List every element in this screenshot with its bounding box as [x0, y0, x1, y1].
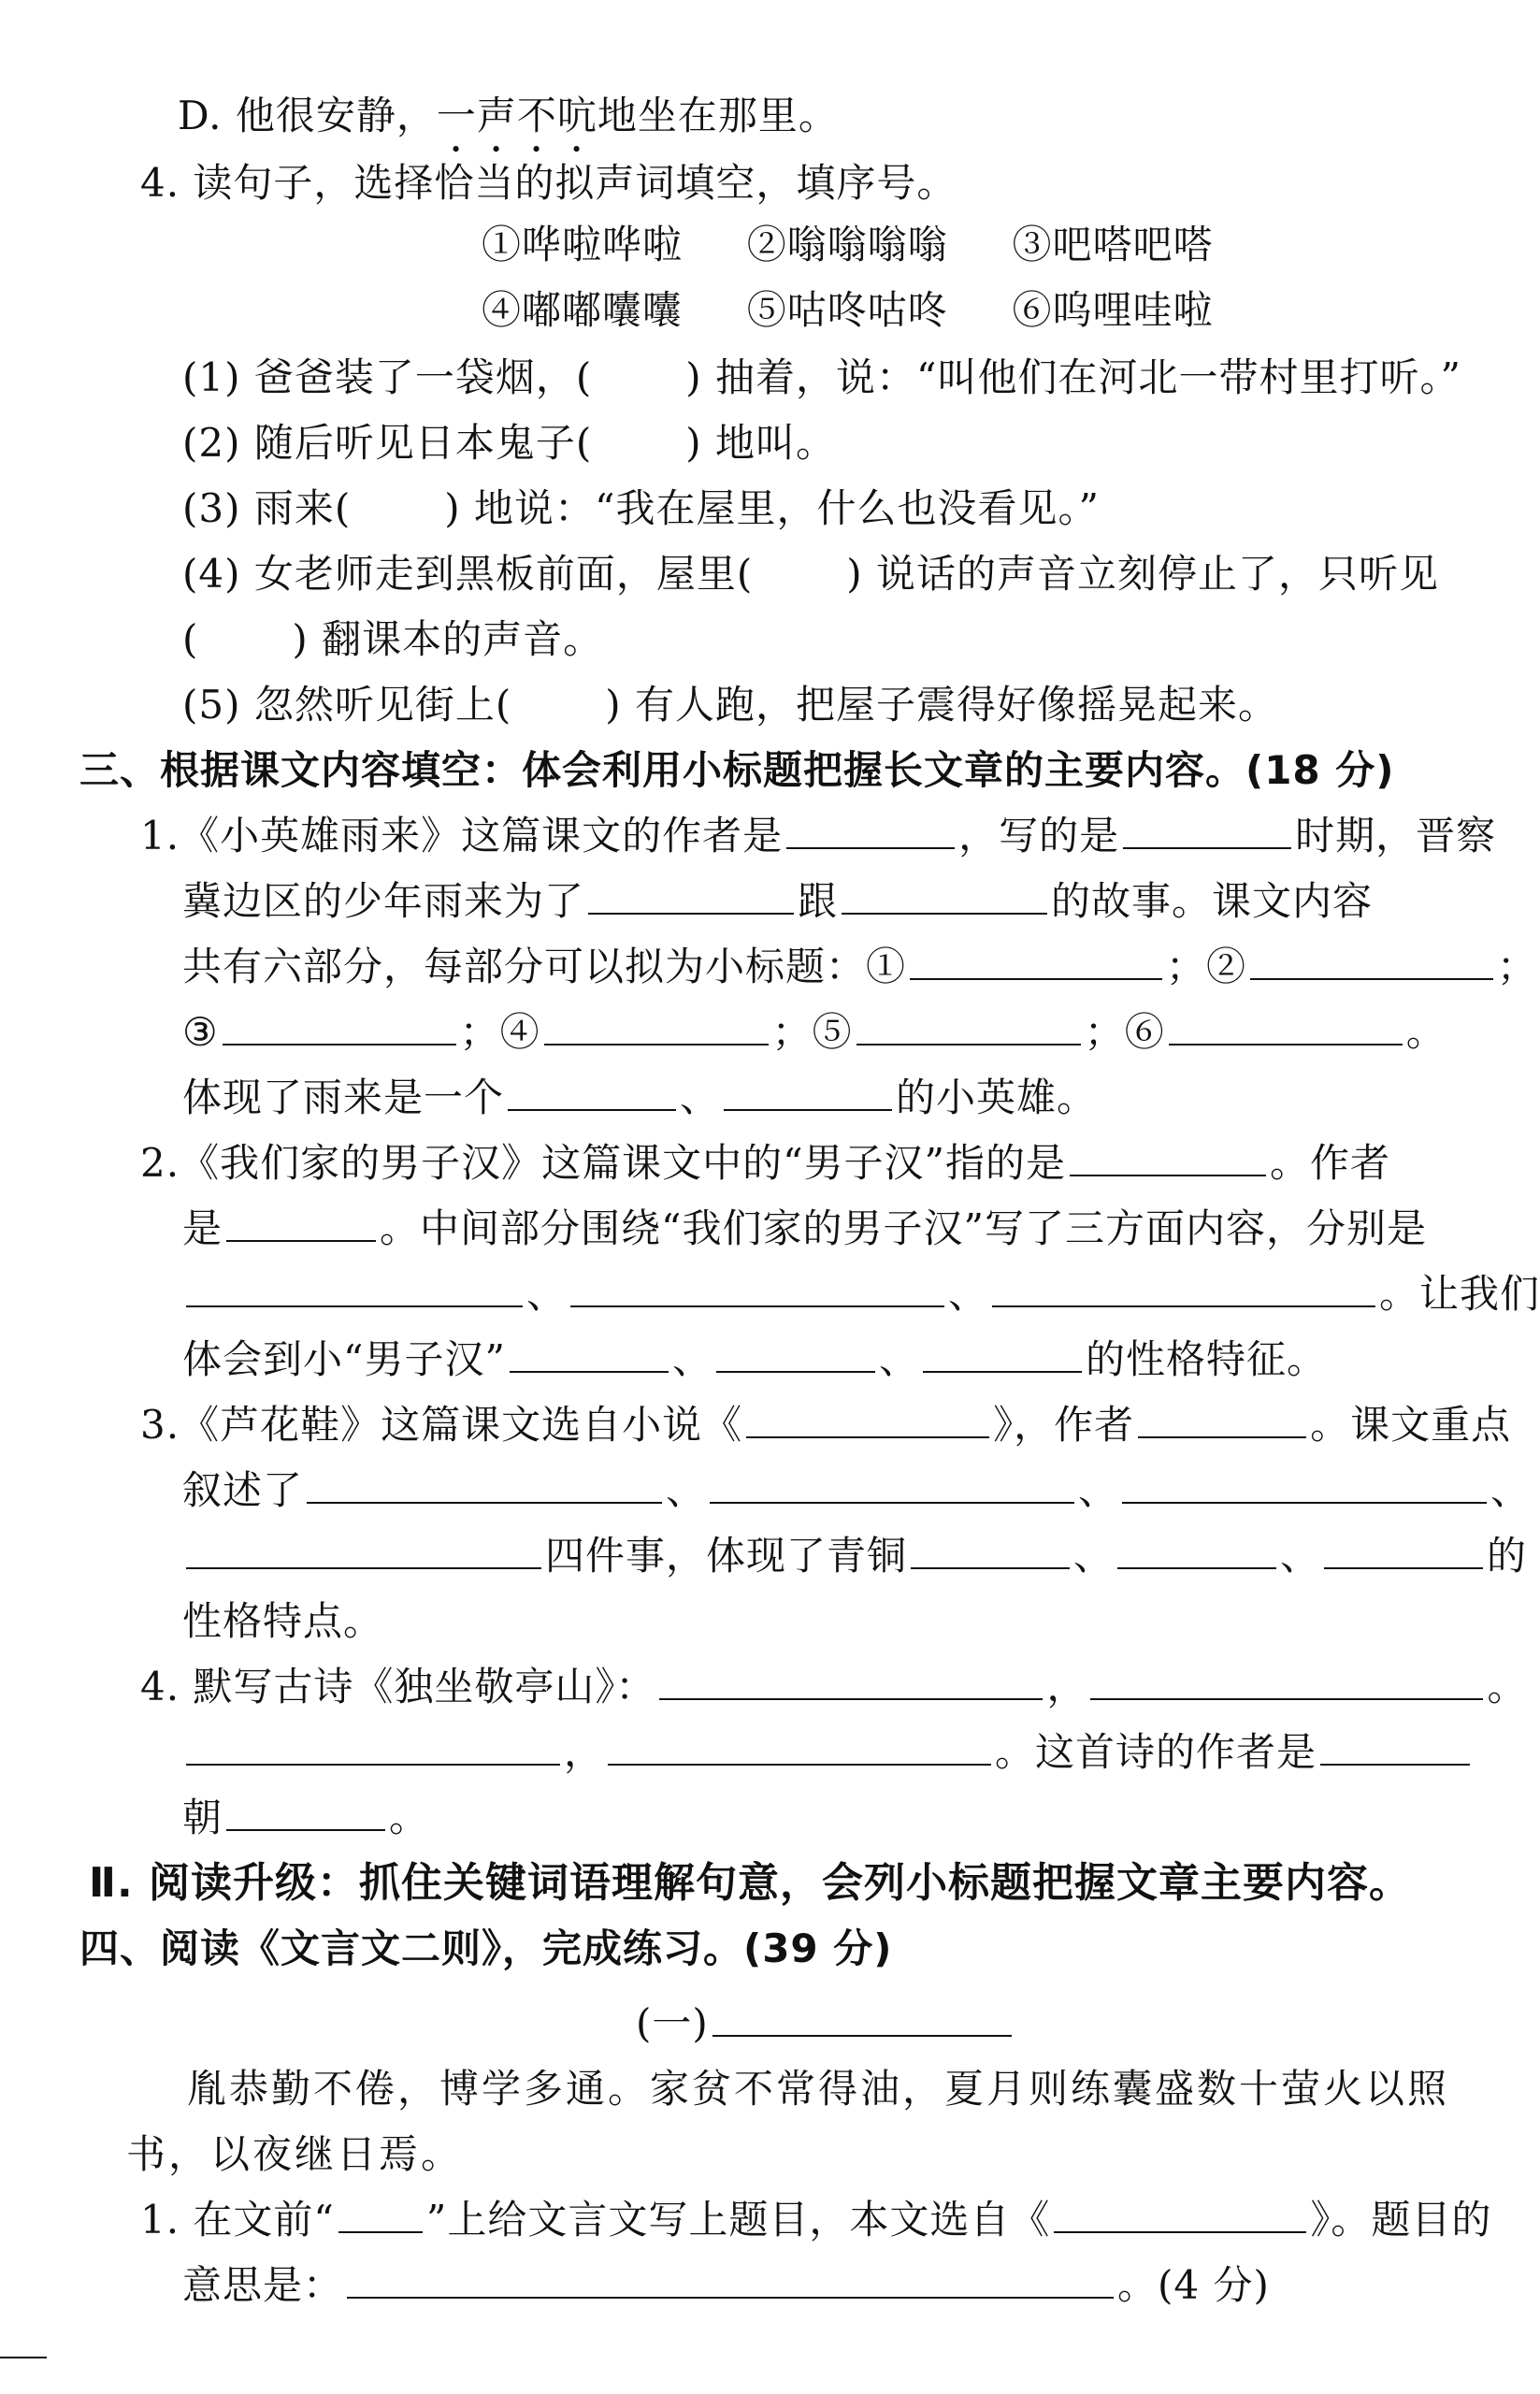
- blank-event-3[interactable]: [1122, 1464, 1487, 1504]
- s3-q4-line1: 4. 默写古诗《独坐敬亭山》： ， 。: [140, 1661, 1527, 1713]
- classical-text-line-1: 胤恭勤不倦，博学多通。家贫不常得油，夏月则练囊盛数十萤火以照: [187, 2066, 1450, 2112]
- blank-q3-author[interactable]: [1138, 1399, 1306, 1438]
- q2-4-title: 4. 读句子，选择恰当的拟声词填空，填序号。: [140, 160, 957, 206]
- blank-content-1[interactable]: [186, 1268, 523, 1307]
- onomatopoeia-options-row1: [482, 219, 1213, 271]
- option-2: ②嗡嗡嗡嗡: [746, 222, 948, 267]
- blank-character-3[interactable]: [923, 1334, 1082, 1373]
- s3-q1-line4: ③ ；④ ；⑤ ；⑥ 。: [182, 1006, 1446, 1059]
- blank-poem-line-3[interactable]: [186, 1726, 560, 1766]
- blank-event-2[interactable]: [710, 1464, 1074, 1504]
- option-d-line: [178, 90, 839, 161]
- blank-event-4[interactable]: [186, 1530, 541, 1569]
- blank-subtitle-5[interactable]: [856, 1006, 1081, 1046]
- sentence-4b: ( ) 翻课本的声音。: [182, 616, 604, 662]
- page-footer-rule: [0, 2357, 47, 2358]
- s3-q4-line2: ， 。这首诗的作者是: [182, 1726, 1474, 1779]
- blank-subtitle-4[interactable]: [544, 1006, 769, 1046]
- text-1-title-line: [636, 1997, 1015, 2050]
- blank-title-mark[interactable]: [338, 2194, 423, 2233]
- blank-qingtong-2[interactable]: [1117, 1530, 1276, 1569]
- blank-qingtong-3[interactable]: [1324, 1530, 1483, 1569]
- option-6: ⑥呜哩哇啦: [1012, 287, 1214, 333]
- text-1-label: (一): [636, 2000, 709, 2046]
- part-2-header: Ⅱ. 阅读升级：抓住关键词语理解句意，会列小标题把握文章主要内容。: [89, 1859, 1412, 1907]
- option-4: ④嘟嘟囔囔: [482, 287, 684, 333]
- blank-text-1-title[interactable]: [712, 1997, 1012, 2037]
- blank-qingtong-1[interactable]: [911, 1530, 1070, 1569]
- blank-poet[interactable]: [1320, 1726, 1470, 1766]
- blank-source-book[interactable]: [1054, 2194, 1306, 2233]
- section-4-header: 四、阅读《文言文二则》，完成练习。(39 分): [79, 1925, 893, 1971]
- option-3: ③吧嗒吧嗒: [1012, 222, 1214, 267]
- onomatopoeia-options-row2: [482, 284, 1213, 337]
- sentence-5: (5) 忽然听见街上( ) 有人跑，把屋子震得好像摇晃起来。: [182, 682, 1278, 728]
- classical-text-line-2: 书，以夜继日焉。: [126, 2131, 464, 2177]
- blank-poem-line-1[interactable]: [659, 1661, 1043, 1700]
- s3-q2-line2: 是 。中间部分围绕“我们家的男子汉”写了三方面内容，分别是: [182, 1203, 1427, 1255]
- blank-novel[interactable]: [746, 1399, 989, 1438]
- blank-author[interactable]: [786, 810, 955, 849]
- blank-subtitle-1[interactable]: [910, 941, 1162, 980]
- blank-purpose[interactable]: [588, 875, 794, 915]
- blank-character-1[interactable]: [510, 1334, 669, 1373]
- blank-subtitle-3[interactable]: [223, 1006, 456, 1046]
- blank-poem-line-2[interactable]: [1090, 1661, 1483, 1700]
- s3-q3-line1: 3.《芦花鞋》这篇课文选自小说《 》，作者 。课文重点: [140, 1399, 1511, 1451]
- option-d-text-end: 地坐在那里。: [597, 93, 839, 138]
- blank-trait-2[interactable]: [724, 1072, 892, 1111]
- option-d-text: D. 他很安静，: [178, 93, 437, 138]
- s4-q1-line1: 1. 在文前“ ”上给文言文写上题目，本文选自《 》。题目的: [140, 2194, 1491, 2246]
- blank-character-2[interactable]: [716, 1334, 875, 1373]
- blank-subtitle-2[interactable]: [1250, 941, 1493, 980]
- blank-q2-author[interactable]: [226, 1203, 376, 1242]
- blank-enemy[interactable]: [842, 875, 1047, 915]
- blank-period[interactable]: [1123, 810, 1291, 849]
- blank-dynasty[interactable]: [226, 1792, 385, 1831]
- blank-trait-1[interactable]: [508, 1072, 676, 1111]
- sentence-4: (4) 女老师走到黑板前面，屋里( ) 说话的声音立刻停止了，只听见: [182, 551, 1439, 597]
- blank-man-refers[interactable]: [1070, 1137, 1266, 1176]
- s3-q3-line2: 叙述了 、 、 、: [182, 1464, 1531, 1517]
- blank-content-2[interactable]: [570, 1268, 944, 1307]
- s3-q2-line1: 2.《我们家的男子汉》这篇课文中的“男子汉”指的是 。作者: [140, 1137, 1390, 1190]
- s3-q1-line3: 共有六部分，每部分可以拟为小标题：① ；② ；: [182, 941, 1537, 993]
- option-5: ⑤咕咚咕咚: [746, 287, 948, 333]
- blank-content-3[interactable]: [992, 1268, 1375, 1307]
- option-1: ①哗啦哗啦: [482, 222, 684, 267]
- s3-q3-line4: 性格特点。: [182, 1598, 384, 1644]
- s3-q1-line2: 冀边区的少年雨来为了 跟 的故事。课文内容: [182, 875, 1373, 928]
- s3-q3-line3: 四件事，体现了青铜 、 、 的: [182, 1530, 1527, 1582]
- blank-subtitle-6[interactable]: [1169, 1006, 1403, 1046]
- sentence-2: (2) 随后听见日本鬼子( ) 地叫。: [182, 420, 836, 466]
- sentence-1: (1) 爸爸装了一袋烟，( ) 抽着，说：“叫他们在河北一带村里打听。”: [182, 354, 1461, 400]
- blank-event-1[interactable]: [307, 1464, 662, 1504]
- s4-q1-line2: 意思是： 。(4 分): [182, 2259, 1270, 2312]
- s3-q4-line3: 朝 。: [182, 1792, 429, 1844]
- option-d-emphasis: 一声不吭: [436, 93, 597, 138]
- blank-poem-line-4[interactable]: [608, 1726, 991, 1766]
- section-3-header: 三、根据课文内容填空：体会利用小标题把握长文章的主要内容。(18 分): [79, 747, 1395, 793]
- s3-q2-line3: 、 、 。让我们: [182, 1268, 1540, 1320]
- s3-q1-line5: 体现了雨来是一个 、 的小英雄。: [182, 1072, 1097, 1124]
- s3-q2-line4: 体会到小“男子汉” 、 、 的性格特征。: [182, 1334, 1327, 1386]
- sentence-3: (3) 雨来( ) 地说：“我在屋里，什么也没看见。”: [182, 485, 1100, 531]
- blank-title-meaning[interactable]: [347, 2259, 1114, 2299]
- s3-q1-line1: 1.《小英雄雨来》这篇课文的作者是 ，写的是 时期，晋察: [140, 810, 1496, 862]
